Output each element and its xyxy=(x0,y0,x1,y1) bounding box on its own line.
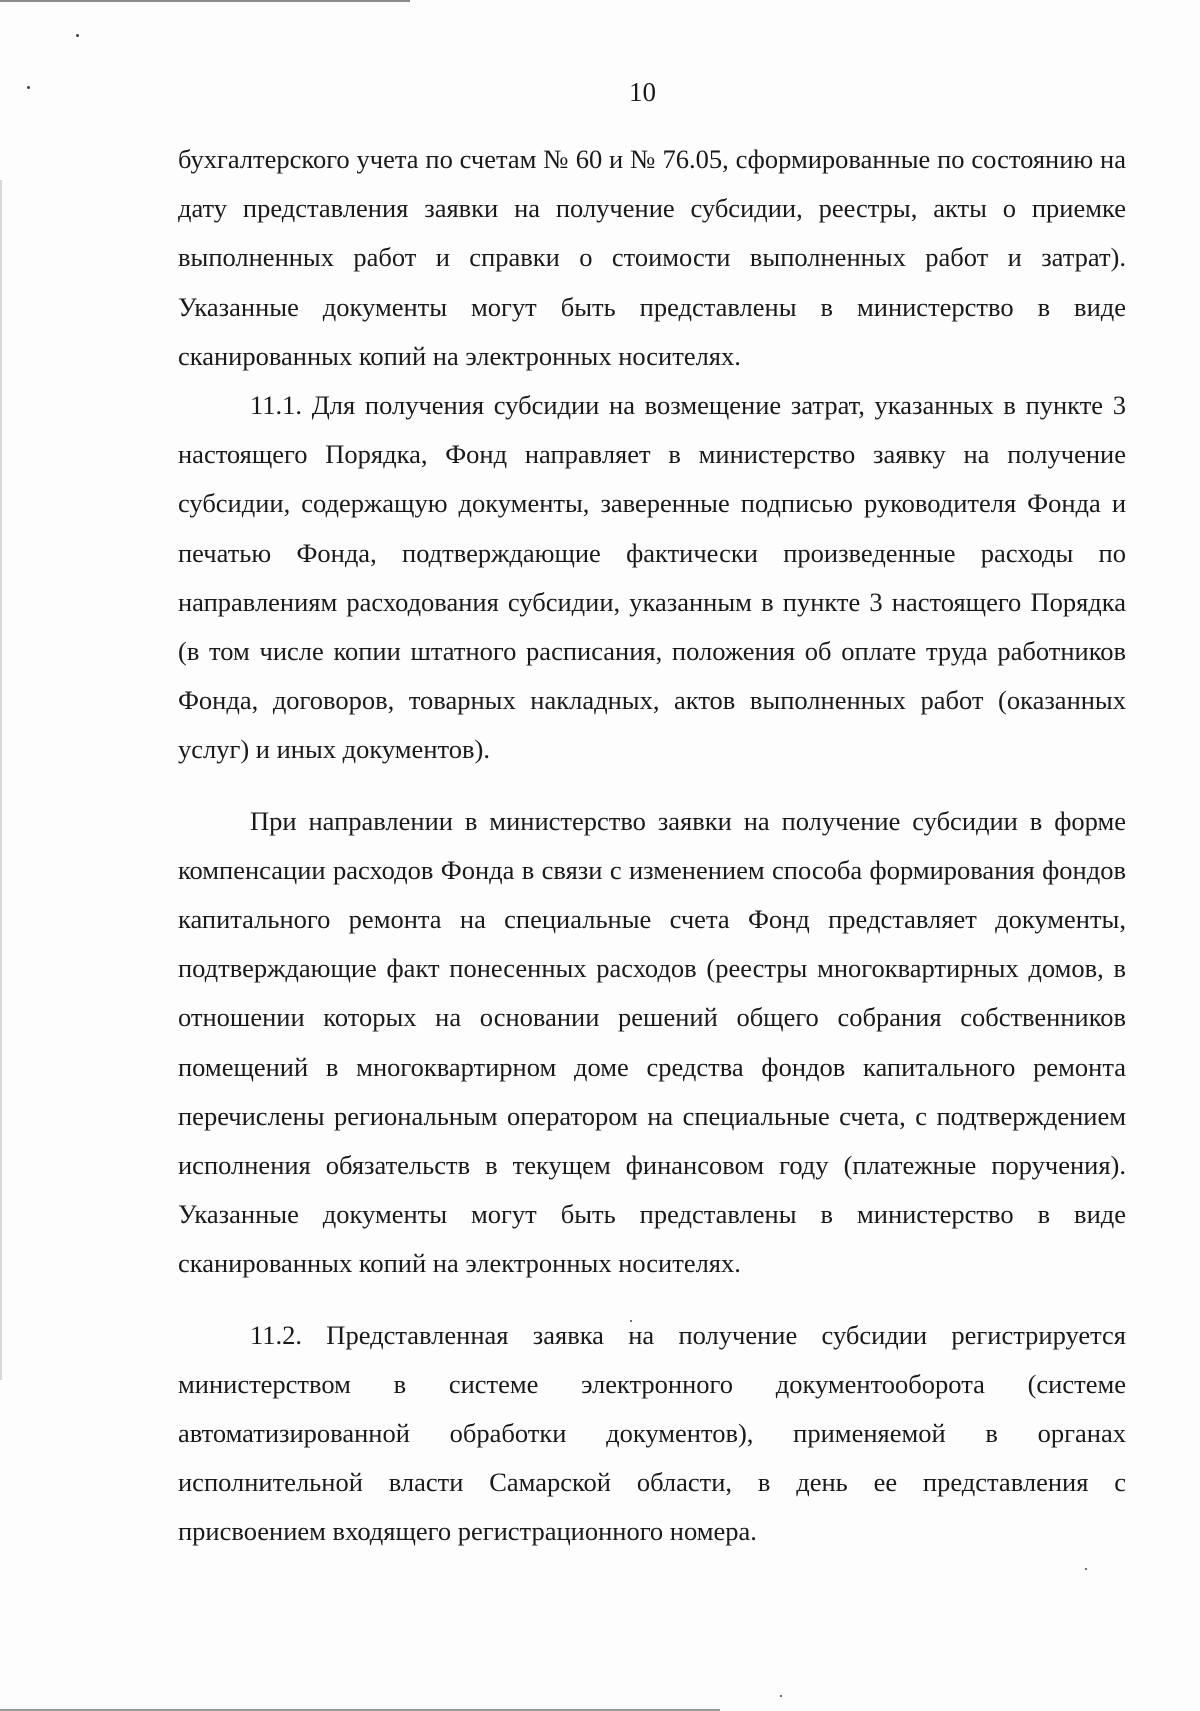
scan-edge-top xyxy=(0,0,410,2)
paragraph-continuation: бухгалтерского учета по счетам № 60 и № 76.05, сформированные по состоянию на дату представления заявки на получение субсидии, реестры, акты о приемке выполненных работ и справки о стоимости выполненных работ и затрат). Указанные документы могут быть представлены в министерство в виде сканированных копий на электронных носителях. xyxy=(178,144,1126,371)
scan-speck xyxy=(1085,1568,1087,1570)
page-number: 10 xyxy=(629,77,656,107)
paragraph-11-2: 11.2. Представленная заявка на получение субсидии регистрируется министерством в системе электронного документооборота (системе автоматизированной обработки документов), применяемой в органах исполнительной власти Самарской области, в день ее представления с присвоением входящего регистрационного номера. xyxy=(178,1319,1126,1547)
scan-speck xyxy=(780,1695,782,1697)
scan-speck xyxy=(76,34,79,37)
document-body xyxy=(178,135,1126,1557)
scan-edge-left xyxy=(0,180,2,1380)
paragraph-compensation: При направлении в министерство заявки на получение субсидии в форме компенсации расходов Фонда в связи с изменением способа формирования фондов капитального ремонта на специальные счета Фонд представляет документы, подтверждающие факт понесенных расходов (реестры многоквартирных домов, в отношении которых на основании решений общего собрания собственников помещений в многоквартирном доме средства фондов капитального ремонта перечислены региональным оператором на специальные счета, с подтверждением исполнения обязательств в текущем финансовом году (платежные поручения). Указанные документы могут быть представлены в министерство в виде сканированных копий на электронных носителях. xyxy=(178,805,1126,1279)
paragraph-11-1: 11.1. Для получения субсидии на возмещение затрат, указанных в пункте 3 настоящего Порядка, Фонд направляет в министерство заявку на получение субсидии, содержащую документы, заверенные подписью руководителя Фонда и печатью Фонда, подтверждающие фактически произведенные расходы по направлениям расходования субсидии, указанным в пункте 3 настоящего Порядка (в том числе копии штатного расписания, положения об оплате труда работников Фонда, договоров, товарных накладных, актов выполненных работ (оказанных услуг) и иных документов). xyxy=(178,390,1126,765)
